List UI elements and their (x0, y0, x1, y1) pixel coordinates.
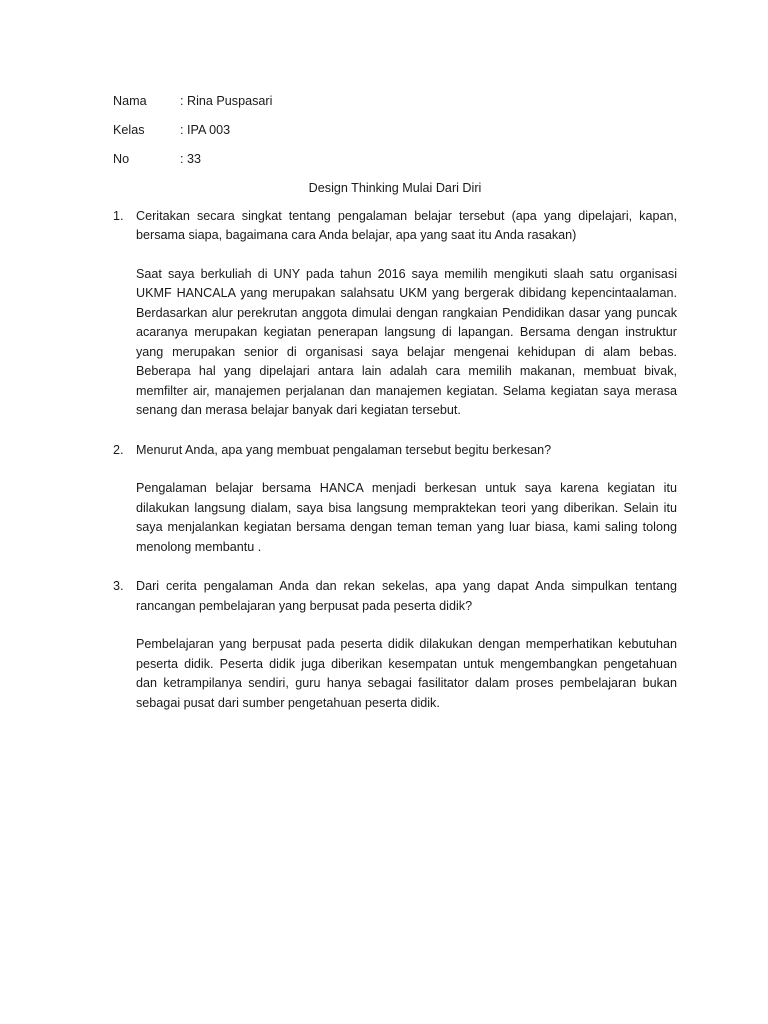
info-row-kelas (113, 121, 677, 141)
info-value: : Rina Puspasari (180, 94, 273, 108)
question-body (136, 577, 677, 713)
student-info (113, 92, 677, 170)
info-row-no (113, 150, 677, 170)
answer-text: Saat saya berkuliah di UNY pada tahun 2016 saya memilih mengikuti slaah satu organisasi UKMF HANCALA yang merupakan salahsatu UKM yang bergerak dibidang kepencintaalaman. Berdasarkan alur perekrutan anggota dimulai dengan rangkaian Pendidikan dasar yang puncak acaranya merupakan kegiatan penerapan langsung di lapangan. Bersama dengan instruktur yang merupakan senior di organisasi saya belajar mengenai kehidupan di alam bebas. Beberapa hal yang dipelajari antara lain adalah cara memilih makanan, membuat bivak, memfilter air, manajemen perjalanan dan manajemen kegiatan. Selama kegiatan saya merasa senang dan merasa belajar banyak dari kegiatan tersebut. (136, 266, 677, 417)
question-text: Dari cerita pengalaman Anda dan rekan sekelas, apa yang dapat Anda simpulkan tentang rancangan pembelajaran yang berpusat pada peserta didik? (136, 579, 677, 613)
info-label: No (113, 152, 130, 166)
document-title: Design Thinking Mulai Dari Diri (308, 181, 482, 195)
question-number: 1. (113, 208, 124, 223)
info-row-nama (113, 92, 677, 112)
answer-text: Pembelajaran yang berpusat pada peserta didik dilakukan dengan memperhatikan kebutuhan peserta didik. Peserta didik juga diberikan kesempatan untuk mengembangkan pengetahuan dan ketrampilanya sendiri, guru hanya sebagai fasilitator dalam proses pembelajaran bukan sebagai pusat dari sumber pengetahuan peserta didik. (136, 637, 677, 710)
question-text: Menurut Anda, apa yang membuat pengalaman tersebut begitu berkesan? (136, 442, 552, 457)
info-value: : 33 (180, 152, 202, 166)
question-item (113, 207, 677, 421)
info-label: Kelas (113, 123, 145, 137)
question-number: 3. (113, 579, 124, 593)
info-value: : IPA 003 (180, 123, 231, 137)
question-body (136, 207, 677, 421)
question-item (113, 577, 677, 713)
question-item (113, 441, 677, 558)
question-number: 2. (113, 442, 124, 457)
info-label: Nama (113, 94, 147, 108)
answer-text: Pengalaman belajar bersama HANCA menjadi berkesan untuk saya karena kegiatan itu dilakukan langsung dialam, saya bisa langsung mempraktekan teori yang diberikan. Selain itu saya menjalankan kegiatan bersama dengan teman teman yang luar biasa, kami saling tolong menolong membantu . (136, 481, 677, 554)
question-body (136, 441, 677, 558)
question-list (113, 207, 677, 714)
question-text: Ceritakan secara singkat tentang pengalaman belajar tersebut (apa yang dipelajari, kapan, bersama siapa, bagaimana cara Anda belajar, apa yang saat itu Anda rasakan) (136, 208, 677, 242)
